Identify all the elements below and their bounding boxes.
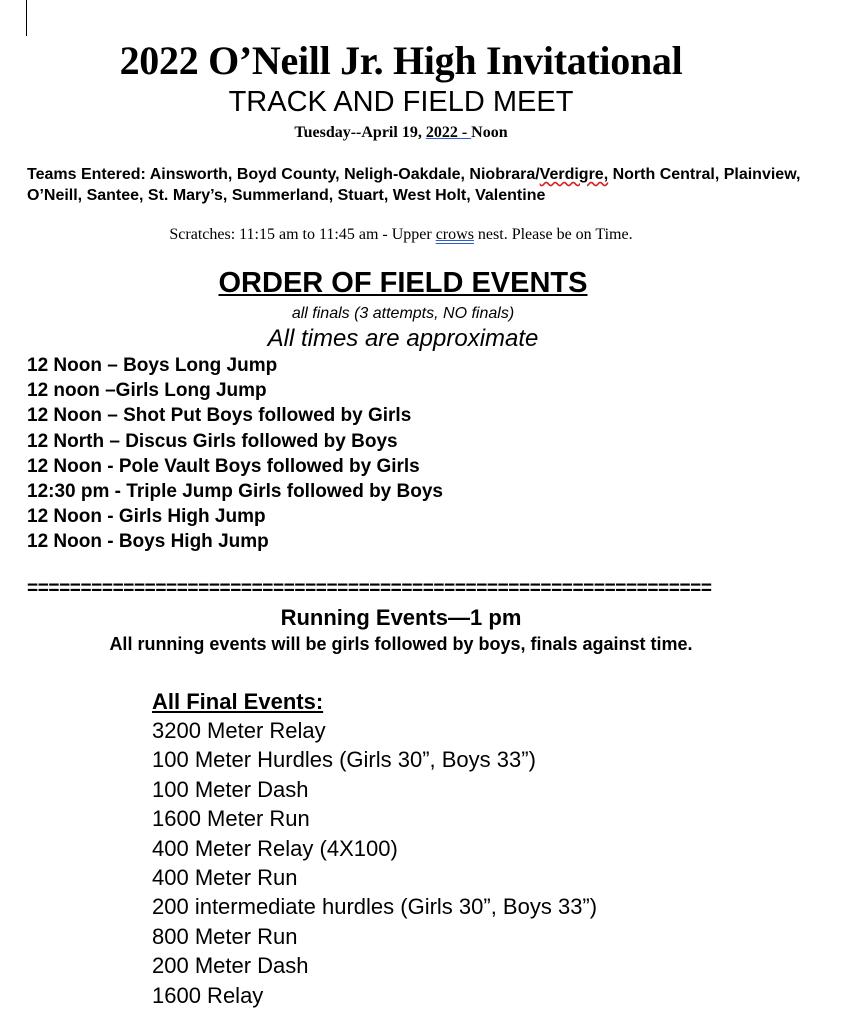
teams-entered xyxy=(27,164,827,206)
scratches-grammar-word: crows xyxy=(435,226,474,243)
field-events-note: all finals (3 attempts, NO finals) xyxy=(291,305,515,322)
list-item: 12:30 pm - Triple Jump Girls followed by Boys xyxy=(27,481,443,503)
running-events-note: All running events will be girls followed by boys, finals against time. xyxy=(109,634,693,654)
list-item: 800 Meter Run xyxy=(152,923,298,949)
scratches-text-end: nest. Please be on Time. xyxy=(473,226,633,243)
list-item: 12 Noon - Boys High Jump xyxy=(27,531,269,553)
teams-spellcheck-word: Verdigre, xyxy=(539,166,609,183)
list-item: 100 Meter Hurdles (Girls 30”, Boys 33”) xyxy=(152,747,536,773)
section-divider: ================================================================ xyxy=(27,578,712,599)
list-item: 400 Meter Relay (4X100) xyxy=(152,835,398,861)
list-item: 12 Noon - Girls High Jump xyxy=(27,506,266,528)
field-events-approx-note: All times are approximate xyxy=(267,325,539,352)
list-item: 12 North – Discus Girls followed by Boys xyxy=(27,430,398,452)
list-item: 12 noon –Girls Long Jump xyxy=(27,380,267,402)
teams-text-start: Teams Entered: Ainsworth, Boyd County, Neligh-Oakdale, Niobrara/ xyxy=(27,166,540,183)
page-subtitle: TRACK AND FIELD MEET xyxy=(228,86,574,118)
final-events-heading: All Final Events: xyxy=(152,689,324,714)
date-text: Tuesday--April 19, xyxy=(294,124,426,141)
list-item: 1600 Meter Run xyxy=(152,806,310,832)
list-item: 1600 Relay xyxy=(152,982,264,1008)
field-events-heading: ORDER OF FIELD EVENTS xyxy=(218,267,588,299)
scratches-text-start: Scratches: 11:15 am to 11:45 am - Upper xyxy=(169,226,436,243)
text-cursor xyxy=(26,0,27,36)
list-item: 200 intermediate hurdles (Girls 30”, Boys 33”) xyxy=(152,894,598,920)
teams-text-end: North Central, Plainview, O’Neill, Santee, St. Mary’s, Summerland, Stuart, West Holt, Valentine xyxy=(27,166,801,204)
final-events-list xyxy=(152,716,597,1010)
list-item: 200 Meter Dash xyxy=(152,953,309,979)
list-item: 3200 Meter Relay xyxy=(152,718,326,743)
list-item: 400 Meter Run xyxy=(152,865,298,891)
list-item: 12 Noon – Boys Long Jump xyxy=(27,355,278,376)
scratches-line xyxy=(0,226,802,244)
page-title: 2022 O’Neill Jr. High Invitational xyxy=(119,38,683,83)
date-time: Noon xyxy=(471,124,508,141)
field-events-list xyxy=(27,353,443,555)
list-item: 12 Noon – Shot Put Boys followed by Girls xyxy=(27,405,412,427)
date-line xyxy=(0,124,802,142)
list-item: 100 Meter Dash xyxy=(152,776,309,802)
list-item: 12 Noon - Pole Vault Boys followed by Girls xyxy=(27,455,420,477)
running-events-heading: Running Events—1 pm xyxy=(280,605,522,630)
date-year: 2022 - xyxy=(425,124,472,141)
